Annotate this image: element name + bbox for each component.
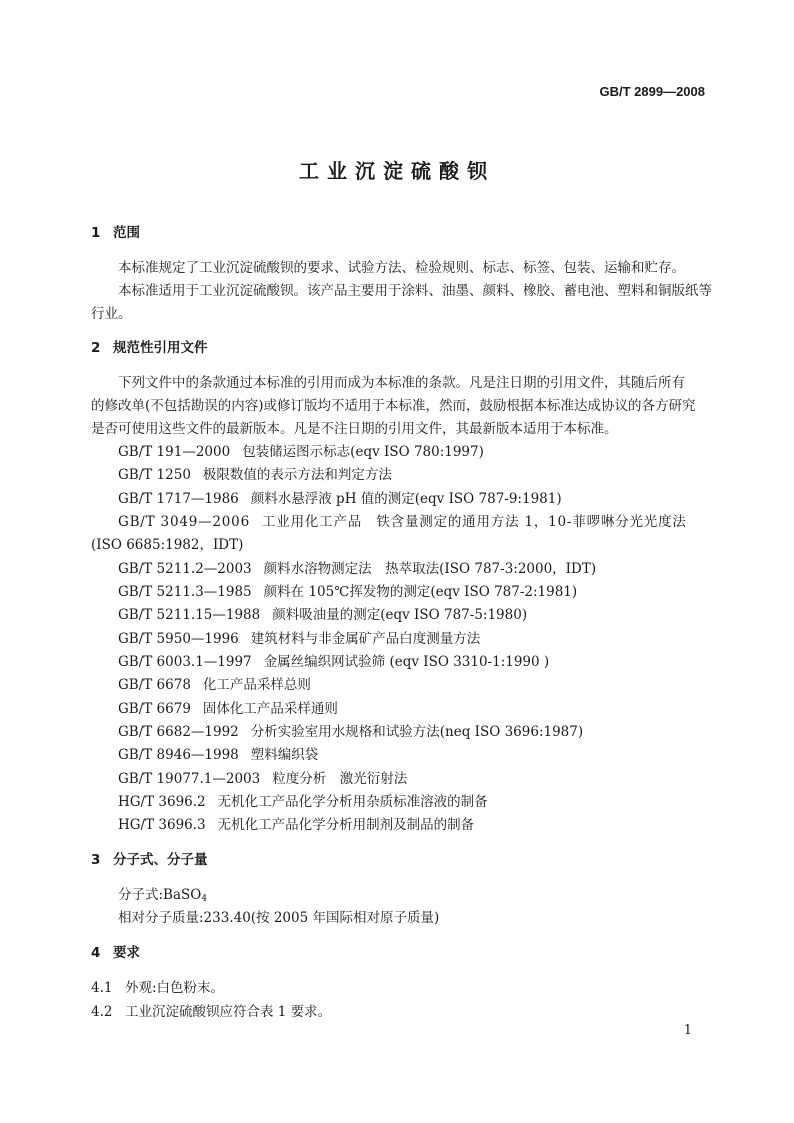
page-title: 工业沉淀硫酸钡: [299, 159, 495, 183]
reference-item: GB/T 5211.2—2003 颜料水溶物测定法 热萃取法(ISO 787-3:2000，IDT): [118, 561, 597, 577]
reference-item-continuation: (ISO 6685:1982，IDT): [91, 537, 244, 553]
reference-item: GB/T 5950—1996 建筑材料与非金属矿产品白度测量方法: [118, 631, 481, 647]
reference-item: GB/T 3049—2006 工业用化工产品 铁含量测定的通用方法 1，10-菲啰啉分光光度法: [118, 514, 687, 530]
reference-item: HG/T 3696.3 无机化工产品化学分析用制剂及制品的制备: [118, 817, 475, 833]
standard-code: GB/T 2899—2008: [599, 84, 705, 99]
clause-4-1: 4.1 外观:白色粉末。: [91, 980, 225, 996]
page-number: 1: [683, 1023, 692, 1038]
section-1-paragraph: 本标准规定了工业沉淀硫酸钡的要求、试验方法、检验规则、标志、标签、包装、运输和贮存。: [118, 260, 685, 276]
reference-item: GB/T 5211.15—1988 颜料吸油量的测定(eqv ISO 787-5:1980): [118, 607, 528, 623]
section-1-heading: 1 范围: [91, 225, 140, 241]
section-2-paragraph: 是否可使用这些文件的最新版本。凡是不注日期的引用文件，其最新版本适用于本标准。: [91, 421, 618, 437]
reference-item: GB/T 6678 化工产品采样总则: [118, 677, 311, 693]
section-1-paragraph: 本标准适用于工业沉淀硫酸钡。该产品主要用于涂料、油墨、颜料、橡胶、蓄电池、塑料和铜版纸等: [118, 283, 712, 299]
reference-item: GB/T 19077.1—2003 粒度分析 激光衍射法: [118, 771, 408, 787]
clause-4-2: 4.2 工业沉淀硫酸钡应符合表 1 要求。: [91, 1004, 332, 1020]
reference-item: GB/T 6682—1992 分析实验室用水规格和试验方法(neq ISO 3696:1987): [118, 724, 584, 740]
reference-item: GB/T 5211.3—1985 颜料在 105℃挥发物的测定(eqv ISO 787-2:1981): [118, 584, 578, 600]
reference-item: GB/T 8946—1998 塑料编织袋: [118, 747, 319, 763]
reference-item: GB/T 1717—1986 颜料水悬浮液 pH 值的测定(eqv ISO 787-9:1981): [118, 491, 562, 507]
section-2-heading: 2 规范性引用文件: [91, 340, 208, 356]
section-2-paragraph: 的修改单(不包括勘误的内容)或修订版均不适用于本标准，然而，鼓励根据本标准达成协议的各方研究: [91, 398, 696, 414]
reference-item: GB/T 1250 极限数值的表示方法和判定方法: [118, 467, 392, 483]
reference-item: HG/T 3696.2 无机化工产品化学分析用杂质标准溶液的制备: [118, 794, 488, 810]
reference-item: GB/T 6003.1—1997 金属丝编织网试验筛 (eqv ISO 3310-1:1990 ): [118, 654, 550, 670]
section-4-heading: 4 要求: [91, 945, 140, 961]
reference-item: GB/T 191—2000 包装储运图示标志(eqv ISO 780:1997): [118, 444, 484, 460]
reference-item: GB/T 6679 固体化工产品采样通则: [118, 701, 338, 717]
section-2-paragraph: 下列文件中的条款通过本标准的引用而成为本标准的条款。凡是注日期的引用文件，其随后所有: [118, 375, 685, 391]
section-1-paragraph: 行业。: [91, 306, 132, 322]
molecular-mass: 相对分子质量:233.40(按 2005 年国际相对原子质量): [118, 910, 440, 926]
section-3-heading: 3 分子式、分子量: [91, 852, 208, 868]
molecular-formula: 分子式:BaSO$_4$: [118, 887, 208, 904]
